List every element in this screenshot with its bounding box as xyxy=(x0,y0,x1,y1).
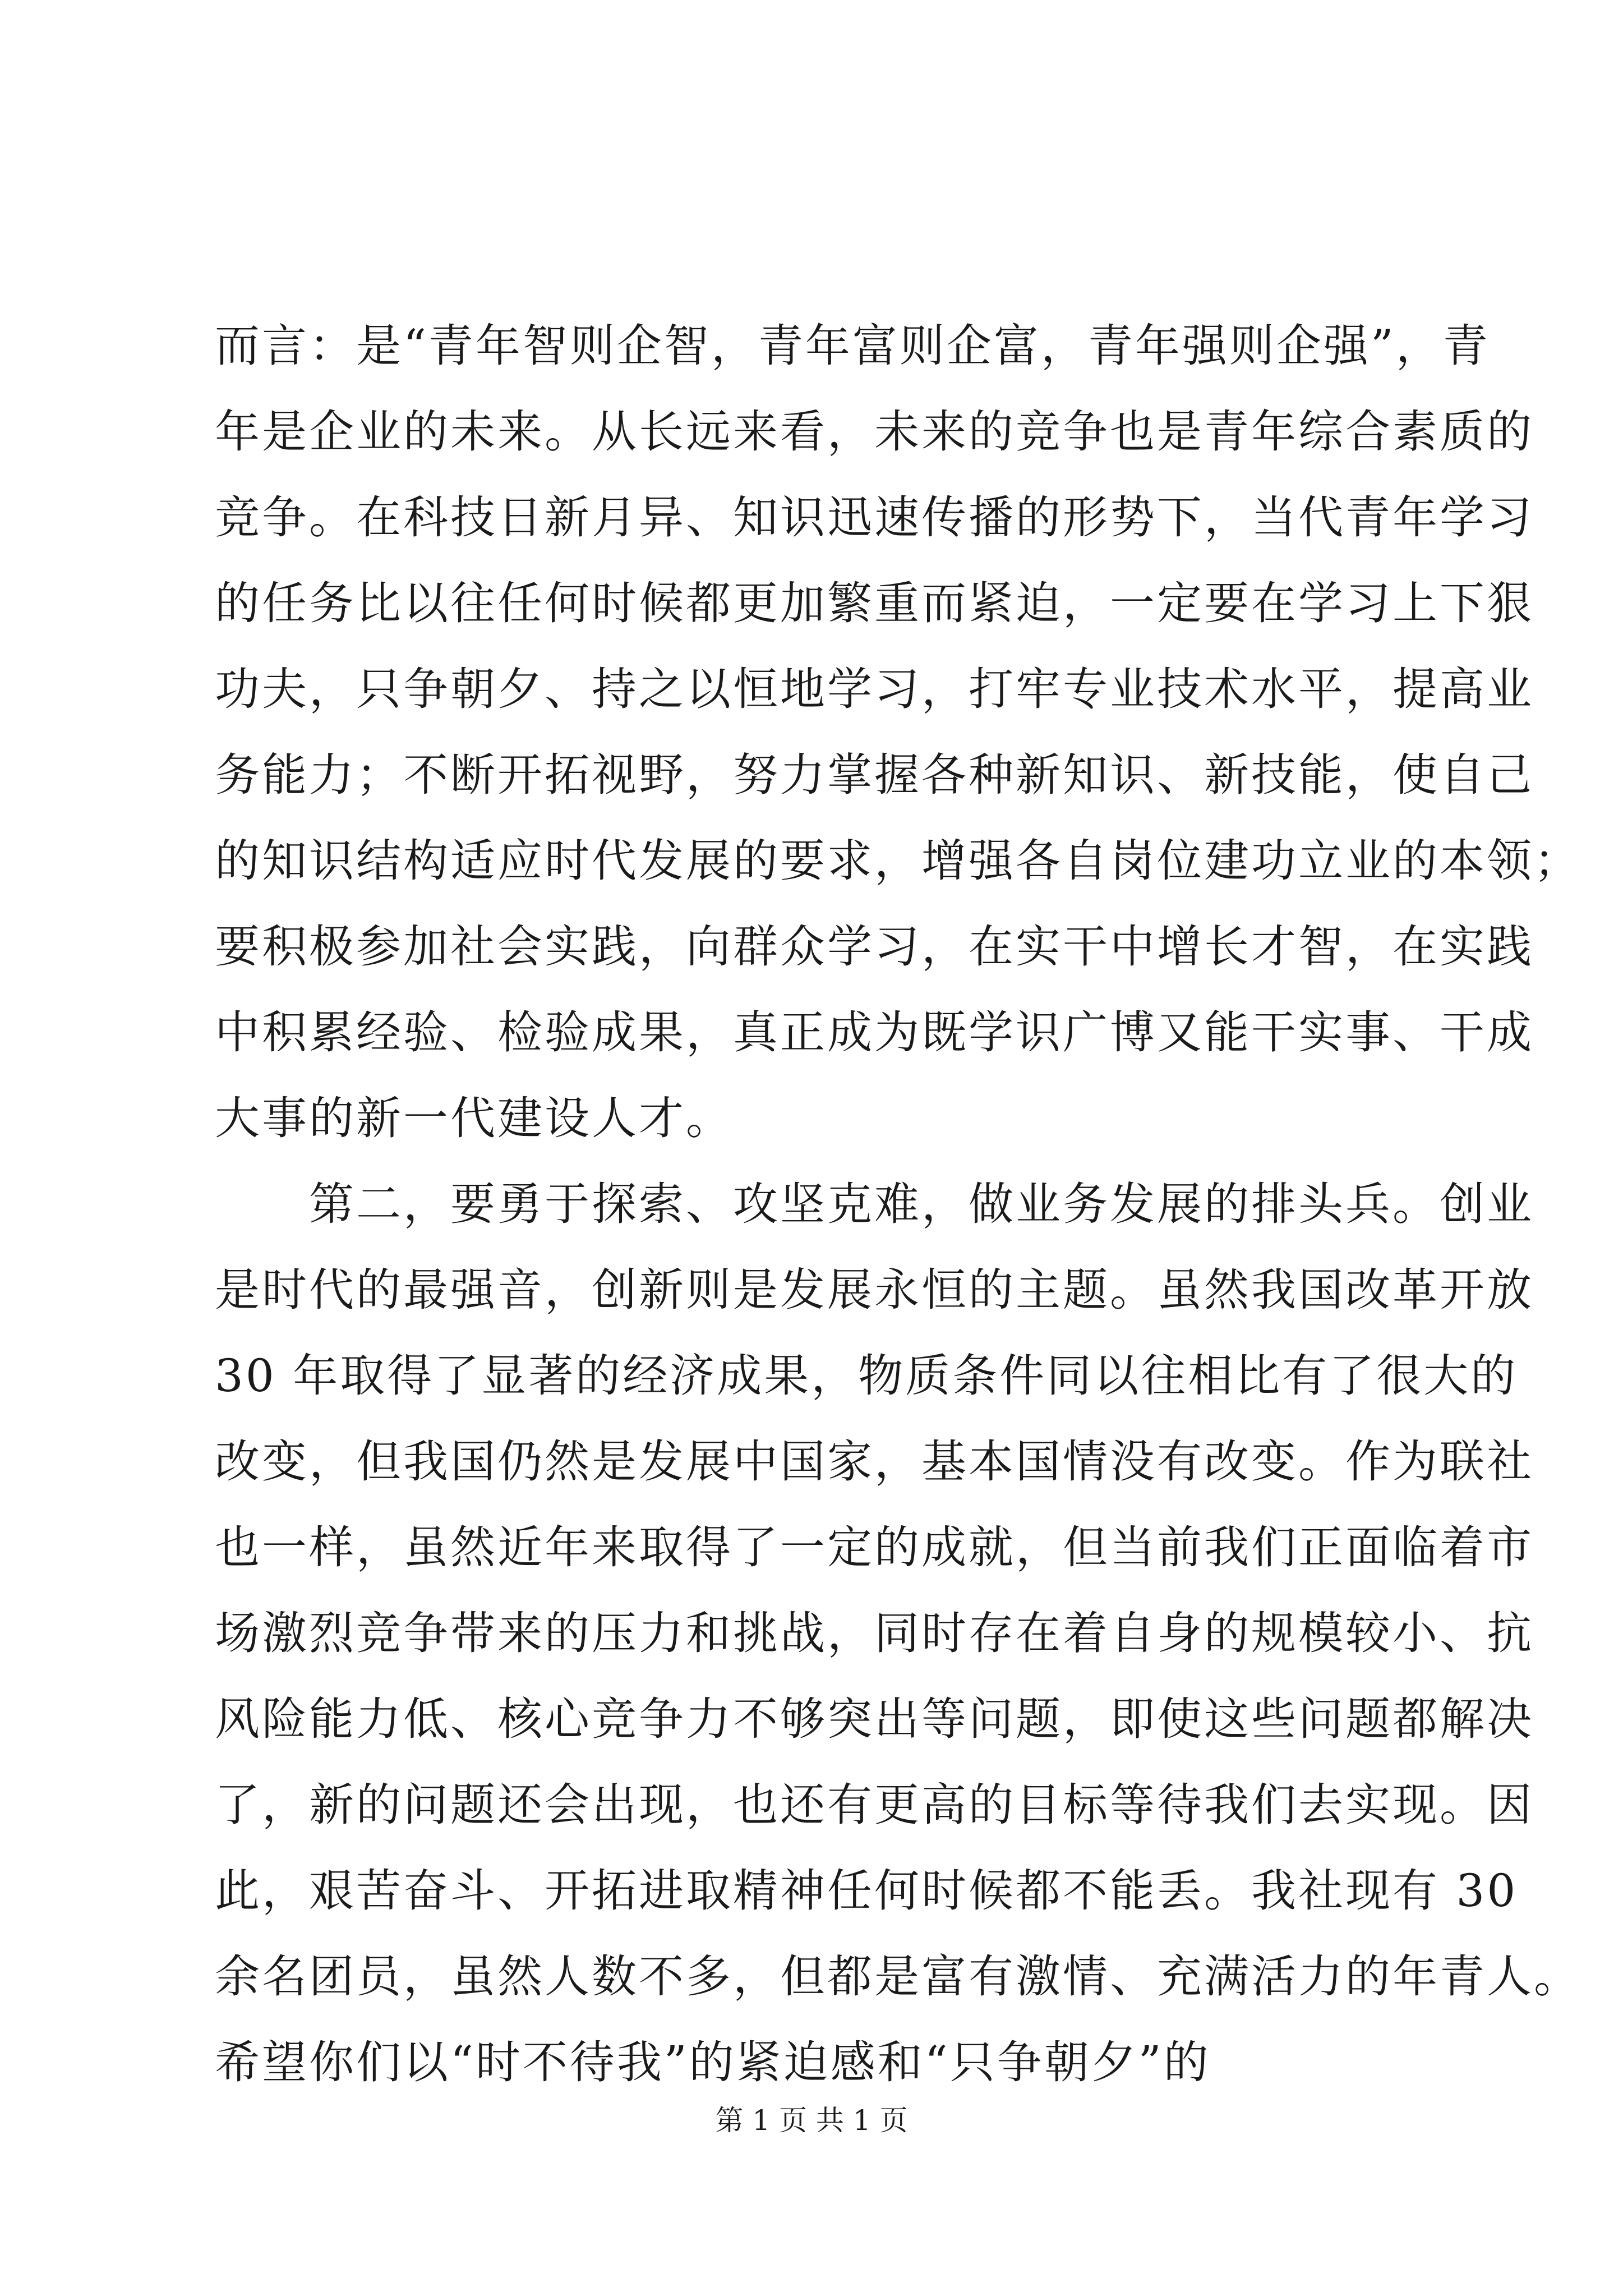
page-footer xyxy=(0,2101,1623,2140)
page-number-label: 第 1 页 共 1 页 xyxy=(715,2104,908,2137)
text-line: 了，新的问题还会出现，也还有更高的目标等待我们去实现。因 xyxy=(215,1779,1534,1831)
text-line: 也一样，虽然近年来取得了一定的成就，但当前我们正面临着市 xyxy=(215,1521,1534,1573)
text-line: 场激烈竞争带来的压力和挑战，同时存在着自身的规模较小、抗 xyxy=(215,1607,1534,1659)
text-line: 中积累经验、检验成果，真正成为既学识广博又能干实事、干成 xyxy=(215,1006,1534,1059)
text-line: 大事的新一代建设人才。 xyxy=(215,1092,733,1144)
text-line: 而言：是“青年智则企智，青年富则企富，青年强则企强”，青 xyxy=(215,320,1490,372)
text-line: 余名团员，虽然人数不多，但都是富有激情、充满活力的年青人。 xyxy=(215,1950,1581,2003)
text-line: 风险能力低、核心竞争力不够突出等问题，即使这些问题都解决 xyxy=(215,1693,1534,1745)
text-line: 改变，但我国仍然是发展中国家，基本国情没有改变。作为联社 xyxy=(215,1435,1534,1488)
text-line: 希望你们以“时不待我”的紧迫感和“只争朝夕”的 xyxy=(215,2036,1211,2088)
text-line: 务能力；不断开拓视野，努力掌握各种新知识、新技能，使自己 xyxy=(215,749,1534,801)
text-line: 是时代的最强音，创新则是发展永恒的主题。虽然我国改革开放 xyxy=(215,1264,1534,1316)
paragraph-start-line: 第二，要勇于探索、攻坚克难，做业务发展的排头兵。创业 xyxy=(215,1178,1534,1230)
text-line: 竞争。在科技日新月异、知识迅速传播的形势下，当代青年学习 xyxy=(215,491,1534,544)
text-line: 的知识结构适应时代发展的要求，增强各自岗位建功立业的本领； xyxy=(215,835,1581,887)
text-line: 年是企业的未来。从长远来看，未来的竞争也是青年综合素质的 xyxy=(215,406,1534,458)
text-line: 此，艰苦奋斗、开拓进取精神任何时候都不能丢。我社现有 30 xyxy=(215,1865,1518,1917)
text-line: 的任务比以往任何时候都更加繁重而紧迫，一定要在学习上下狠 xyxy=(215,577,1534,629)
text-line: 30 年取得了显著的经济成果，物质条件同以往相比有了很大的 xyxy=(215,1350,1518,1402)
text-line: 要积极参加社会实践，向群众学习，在实干中增长才智，在实践 xyxy=(215,921,1534,973)
body-text xyxy=(215,303,1581,2105)
text-line: 功夫，只争朝夕、持之以恒地学习，打牢专业技术水平，提高业 xyxy=(215,663,1534,715)
